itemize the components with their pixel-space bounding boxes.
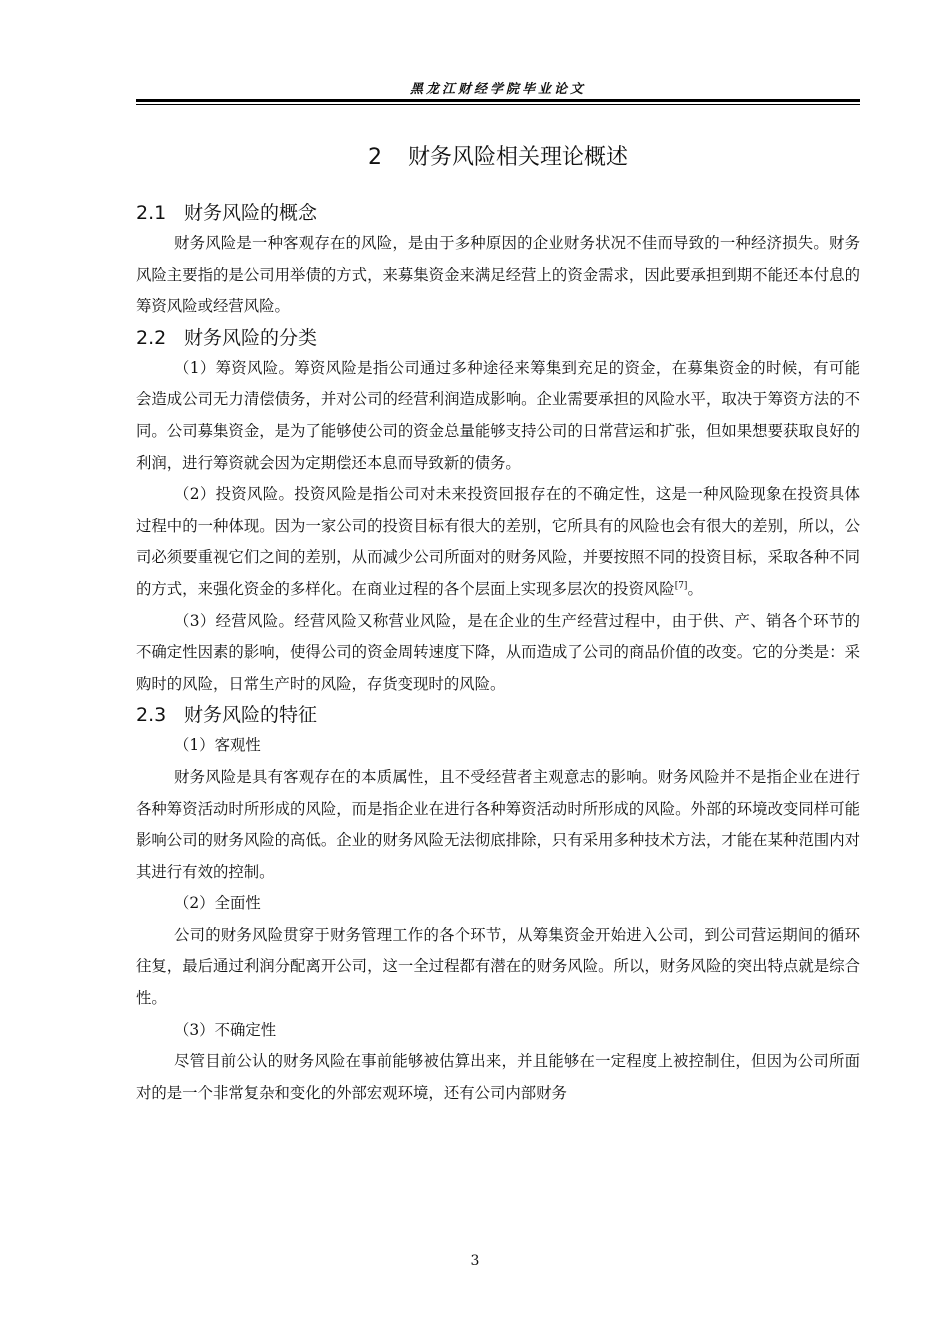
paragraph-end: 。 [687, 579, 703, 598]
subheading: （1）客观性 [174, 736, 261, 755]
subheading: （2）全面性 [174, 894, 261, 913]
chapter-number: 2 [367, 145, 382, 170]
section-title: 财务风险的特征 [184, 704, 318, 727]
paragraph: 财务风险是具有客观存在的本质属性，且不受经营者主观意志的影响。财务风险并不是指企业在进行各种筹资活动时所形成的风险，而是指企业在进行各种筹资活动时所形成的风险。外部的环境改变同样可能影响公司的财务风险的高低。企业的财务风险无法彻底排除，只有采用多种技术方法，才能在某种范围内对其进行有效的控制。 [136, 767, 860, 881]
section-heading-2-2 [136, 323, 860, 353]
paragraph: （1）筹资风险。筹资风险是指公司通过多种途径来筹集到充足的资金，在募集资金的时候，有可能会造成公司无力清偿债务，并对公司的经营利润造成影响。企业需要承担的风险水平，取决于筹资方法的不同。公司募集资金，是为了能够使公司的资金总量能够支持公司的日常营运和扩张，但如果想要获取良好的利润，进行筹资就会因为定期偿还本息而导致新的债务。 [136, 358, 860, 472]
chapter-heading [136, 140, 860, 171]
page-header: 黑龙江财经学院毕业论文 [409, 82, 586, 97]
paragraph [136, 479, 860, 605]
paragraph: 公司的财务风险贯穿于财务管理工作的各个环节，从筹集资金开始进入公司，到公司营运期间的循环往复，最后通过利润分配离开公司，这一全过程都有潜在的财务风险。所以，财务风险的突出特点就是综合性。 [136, 925, 860, 1008]
section-number: 2.1 [136, 202, 167, 224]
paragraph: （3）经营风险。经营风险又称营业风险，是在企业的生产经营过程中，由于供、产、销各个环节的不确定性因素的影响，使得公司的资金周转速度下降，从而造成了公司的商品价值的改变。它的分类是：采购时的风险，日常生产时的风险，存货变现时的风险。 [136, 611, 860, 693]
section-number: 2.3 [136, 704, 167, 727]
header-rule-thick [136, 99, 860, 102]
citation-ref[interactable]: [7] [674, 580, 688, 591]
section-number: 2.2 [136, 326, 167, 349]
chapter-title: 财务风险相关理论概述 [407, 145, 628, 170]
section-title: 财务风险的分类 [184, 326, 318, 349]
header-rule-thin [136, 104, 860, 105]
section-heading-2-3 [136, 700, 860, 730]
paragraph: 尽管目前公认的财务风险在事前能够被估算出来，并且能够在一定程度上被控制住，但因为公司所面对的是一个非常复杂和变化的外部宏观环境，还有公司内部财务 [136, 1052, 860, 1102]
page-number: 3 [470, 1253, 480, 1269]
section-heading-2-1 [136, 198, 860, 228]
section-title: 财务风险的概念 [184, 202, 318, 224]
subheading: （3）不确定性 [174, 1020, 277, 1039]
body-content [136, 198, 860, 1109]
paragraph-text: （2）投资风险。投资风险是指公司对未来投资回报存在的不确定性，这是一种风险现象在投资具体过程中的一种体现。因为一家公司的投资目标有很大的差别，它所具有的风险也会有很大的差别，所以，公司必须要重视它们之间的差别，从而减少公司所面对的财务风险，并要按照不同的投资目标，采取各种不同的方式，来强化资金的多样化。在商业过程的各个层面上实现多层次的投资风险 [136, 485, 860, 598]
paragraph: 财务风险是一种客观存在的风险，是由于多种原因的企业财务状况不佳而导致的一种经济损失。财务风险主要指的是公司用举债的方式，来募集资金来满足经营上的资金需求，因此要承担到期不能还本付息的筹资风险或经营风险。 [136, 234, 860, 316]
